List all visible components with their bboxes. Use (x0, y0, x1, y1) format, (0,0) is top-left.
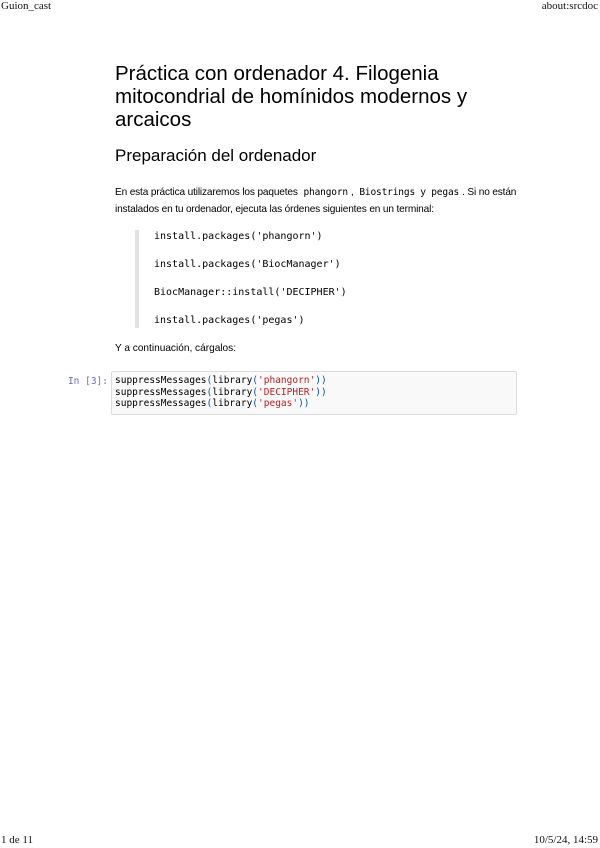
print-header (0, 0, 600, 14)
string-literal: 'DECIPHER' (258, 386, 316, 398)
package-name-biostrings: Biostrings (359, 187, 416, 198)
cell-prompt: In [3]: (67, 376, 108, 387)
open-paren: ( (206, 386, 213, 398)
notebook-content (115, 62, 520, 356)
section-heading: Preparación del ordenador (115, 146, 317, 165)
function-name: library (212, 375, 253, 386)
document-name: Guion_cast (1, 0, 52, 12)
intro-text-start: En esta práctica utilizaremos los paquetes (115, 187, 301, 198)
code-input-area[interactable] (111, 371, 517, 415)
function-name: suppressMessages (115, 375, 207, 386)
open-paren: ( (206, 375, 213, 386)
intro-paragraph (115, 184, 520, 218)
intro-conjunction: y (418, 187, 429, 198)
function-name: suppressMessages (115, 398, 207, 409)
string-literal: 'pegas' (258, 398, 299, 409)
print-timestamp: 10/5/24, 14:59 (533, 834, 598, 846)
document-url: about:srcdoc (541, 0, 598, 12)
code-cell (0, 371, 600, 419)
open-paren: ( (206, 398, 213, 409)
package-name-phangorn: phangorn (303, 187, 348, 198)
close-parens: )) (315, 386, 327, 398)
string-literal: 'phangorn' (258, 375, 316, 386)
install-command: install.packages('BiocManager') (154, 259, 341, 270)
intro-text-end: . Si no están instalados en tu ordenador, ejecuta las órdenes siguientes en un terminal: (115, 187, 517, 215)
open-paren: ( (252, 398, 259, 409)
print-footer (0, 834, 600, 848)
page-title: Práctica con ordenador 4. Filogenia mitocondrial de homínidos modernos y arcaicos (115, 62, 468, 131)
intro-separator: , (351, 187, 357, 198)
page-counter: 1 de 11 (1, 834, 33, 846)
load-instruction: Y a continuación, cárgalos: (115, 343, 237, 354)
close-parens: )) (298, 398, 310, 409)
code-line (115, 375, 516, 387)
install-command: install.packages('phangorn') (154, 231, 323, 242)
code-line (115, 387, 516, 399)
install-command: install.packages('pegas') (154, 315, 305, 326)
open-paren: ( (252, 386, 259, 398)
install-command: BiocManager::install('DECIPHER') (154, 287, 347, 298)
function-name: suppressMessages (115, 386, 207, 398)
open-paren: ( (252, 375, 259, 386)
package-name-pegas: pegas (431, 187, 460, 198)
function-name: library (212, 398, 253, 409)
function-name: library (212, 386, 253, 398)
code-line (115, 398, 516, 410)
install-commands-quote (135, 230, 520, 328)
close-parens: )) (315, 375, 327, 386)
